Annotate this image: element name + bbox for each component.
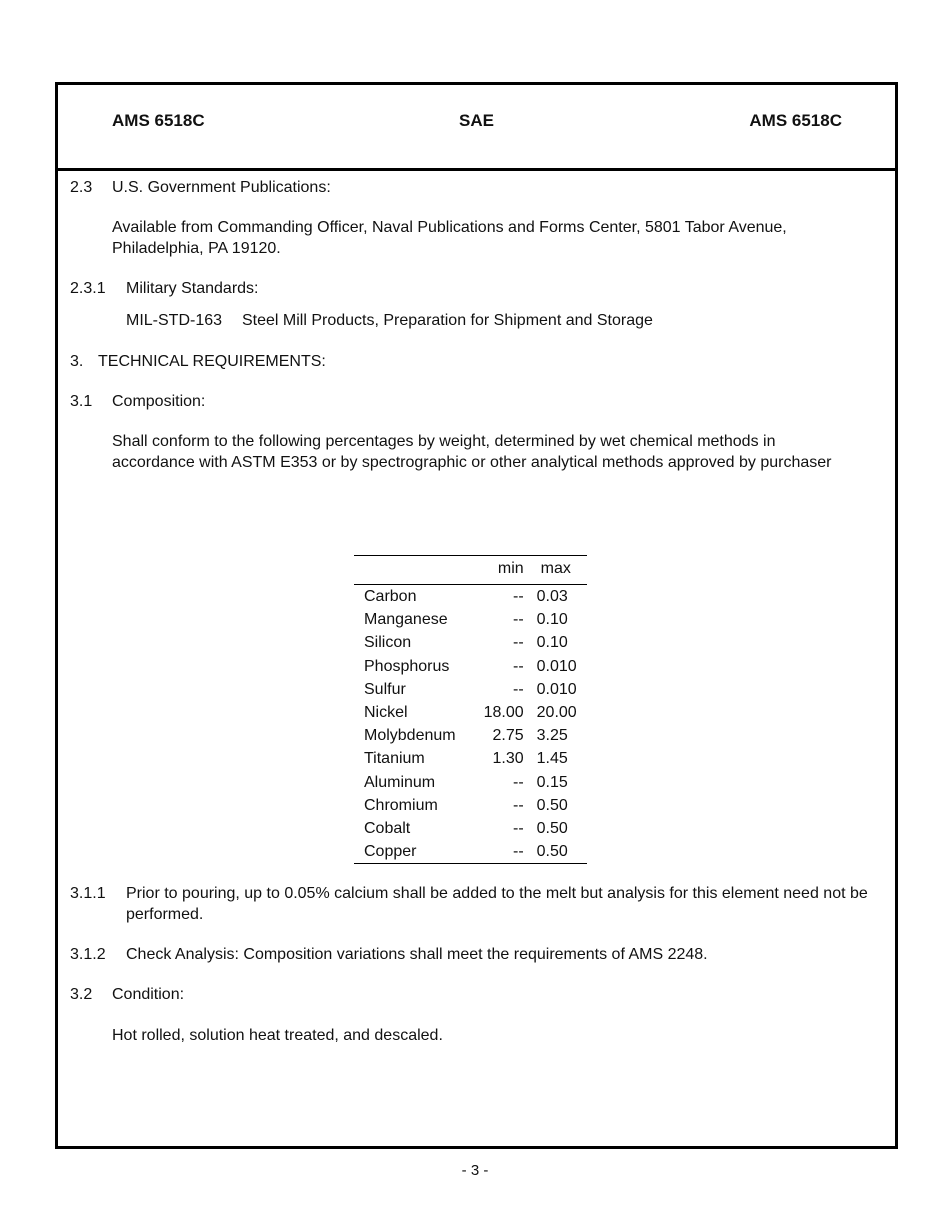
header-doc-number-left: AMS 6518C	[112, 111, 205, 130]
table-row	[354, 631, 587, 654]
element-cell: Sulfur	[364, 680, 406, 698]
section-2-3-body: Available from Commanding Officer, Naval Publications and Forms Center, 5801 Tabor Avenue, Philadelphia, PA 19120.	[112, 219, 787, 257]
max-cell: 0.50	[536, 796, 568, 814]
table-row	[354, 771, 587, 794]
min-cell: --	[513, 657, 524, 675]
table-row	[354, 840, 587, 864]
element-cell: Copper	[364, 843, 417, 861]
header-element	[354, 556, 466, 585]
composition-table-header	[354, 556, 587, 585]
table-row	[354, 678, 587, 701]
section-3-1-1-body: Prior to pouring, up to 0.05% calcium shall be added to the melt but analysis for this element need not be performed.	[126, 885, 868, 923]
section-2-3-number: 2.3	[70, 179, 93, 196]
header-max: max	[531, 556, 587, 585]
section-3-2-title: Condition:	[112, 986, 185, 1003]
element-cell: Cobalt	[364, 819, 411, 837]
section-3-2-number: 3.2	[70, 986, 93, 1003]
element-cell: Nickel	[364, 704, 408, 722]
element-cell: Carbon	[364, 588, 417, 606]
max-cell: 0.50	[536, 819, 568, 837]
page-header	[58, 85, 895, 171]
section-2-3-title: U.S. Government Publications:	[112, 179, 331, 196]
min-cell: --	[513, 773, 524, 791]
max-cell: 0.50	[536, 843, 568, 861]
section-3-1-number: 3.1	[70, 393, 93, 410]
section-2-3-1-number: 2.3.1	[70, 280, 106, 297]
table-row	[354, 724, 587, 747]
page-number: - 3 -	[461, 1162, 489, 1179]
element-cell: Molybdenum	[364, 727, 456, 745]
max-cell: 0.010	[536, 657, 577, 675]
element-cell: Manganese	[364, 611, 448, 629]
min-cell: --	[513, 611, 524, 629]
element-cell: Aluminum	[364, 773, 436, 791]
table-row	[354, 608, 587, 631]
composition-table	[354, 555, 587, 864]
max-cell: 3.25	[536, 727, 568, 745]
max-cell: 0.03	[536, 588, 568, 606]
header-doc-number-right: AMS 6518C	[749, 111, 842, 130]
section-2-3-1-title: Military Standards:	[126, 280, 259, 297]
header-org: SAE	[459, 111, 494, 130]
military-standard-id: MIL-STD-163	[126, 312, 223, 329]
min-cell: --	[513, 588, 524, 606]
max-cell: 0.10	[536, 634, 568, 652]
element-cell: Silicon	[364, 634, 412, 652]
min-cell: 1.30	[492, 750, 524, 768]
max-cell: 0.10	[536, 611, 568, 629]
max-cell: 1.45	[536, 750, 568, 768]
min-cell: --	[513, 634, 524, 652]
min-cell: --	[513, 680, 524, 698]
section-3-2-body: Hot rolled, solution heat treated, and descaled.	[112, 1027, 443, 1044]
table-row	[354, 585, 587, 609]
element-cell: Phosphorus	[364, 657, 450, 675]
military-standard-title: Steel Mill Products, Preparation for Shipment and Storage	[242, 312, 653, 329]
section-3-1-2-number: 3.1.2	[70, 946, 106, 963]
element-cell: Titanium	[364, 750, 425, 768]
max-cell: 0.15	[536, 773, 568, 791]
section-3-1-title: Composition:	[112, 393, 206, 410]
min-cell: --	[513, 796, 524, 814]
header-min: min	[466, 556, 531, 585]
element-cell: Chromium	[364, 796, 438, 814]
table-row	[354, 747, 587, 770]
section-3-1-body: Shall conform to the following percentages by weight, determined by wet chemical methods in accordance with ASTM E353 or by spectrographic or other analytical methods approved by purchaser	[112, 433, 832, 471]
max-cell: 0.010	[536, 680, 577, 698]
table-row	[354, 701, 587, 724]
max-cell: 20.00	[536, 704, 577, 722]
section-3-title: TECHNICAL REQUIREMENTS:	[98, 353, 326, 370]
section-3-1-2-body: Check Analysis: Composition variations shall meet the requirements of AMS 2248.	[126, 946, 708, 963]
section-3-number: 3.	[70, 353, 84, 370]
min-cell: --	[513, 819, 524, 837]
min-cell: 2.75	[492, 727, 524, 745]
min-cell: 18.00	[483, 704, 524, 722]
table-row	[354, 794, 587, 817]
section-3-1-1-number: 3.1.1	[70, 885, 106, 902]
table-row	[354, 655, 587, 678]
table-row	[354, 817, 587, 840]
min-cell: --	[513, 843, 524, 861]
